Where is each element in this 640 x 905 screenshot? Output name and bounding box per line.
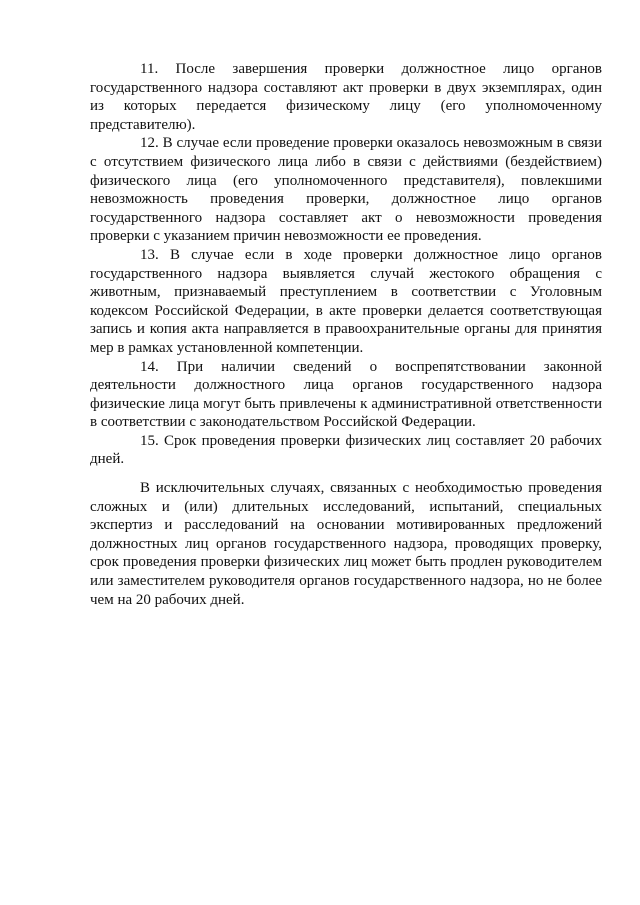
paragraph-14: 14. При наличии сведений о воспрепятствовании законной деятельности должностного лица органов государственного надзора физические лица могут быть привлечены к административной ответственности в соответствии с законодательством Российской Федерации.	[90, 358, 602, 431]
paragraph-13: 13. В случае если в ходе проверки должностное лицо органов государственного надзора выявляется случай жестокого обращения с животным, признаваемый преступлением в соответствии с Уголовным кодексом Российской Федерации, в акте проверки делается соответствующая запись и копия акта направляется в правоохранительные органы для принятия мер в рамках установленной компетенции.	[90, 246, 602, 356]
paragraph-extension: В исключительных случаях, связанных с необходимостью проведения сложных и (или) длительных исследований, испытаний, специальных экспертиз и расследований на основании мотивированных предложений должностных лиц органов государственного надзора, проводящих проверку, срок проведения проверки физических лиц может быть продлен руководителем или заместителем руководителя органов государственного надзора, но не более чем на 20 рабочих дней.	[90, 480, 602, 608]
paragraph-15: 15. Срок проведения проверки физических лиц составляет 20 рабочих дней.	[90, 432, 602, 468]
paragraph-12: 12. В случае если проведение проверки оказалось невозможным в связи с отсутствием физического лица либо в связи с действиями (бездействием) физического лица (его уполномоченного представителя), повлекшими невозможность проведения проверки, должностное лицо органов государственного надзора составляет акт о невозможности проведения проверки с указанием причин невозможности ее проведения.	[90, 135, 602, 245]
document-body	[90, 60, 602, 609]
paragraph-11: 11. После завершения проверки должностное лицо органов государственного надзора составляют акт проверки в двух экземплярах, один из которых передается физическому лицу (его уполномоченному представителю).	[90, 61, 602, 133]
